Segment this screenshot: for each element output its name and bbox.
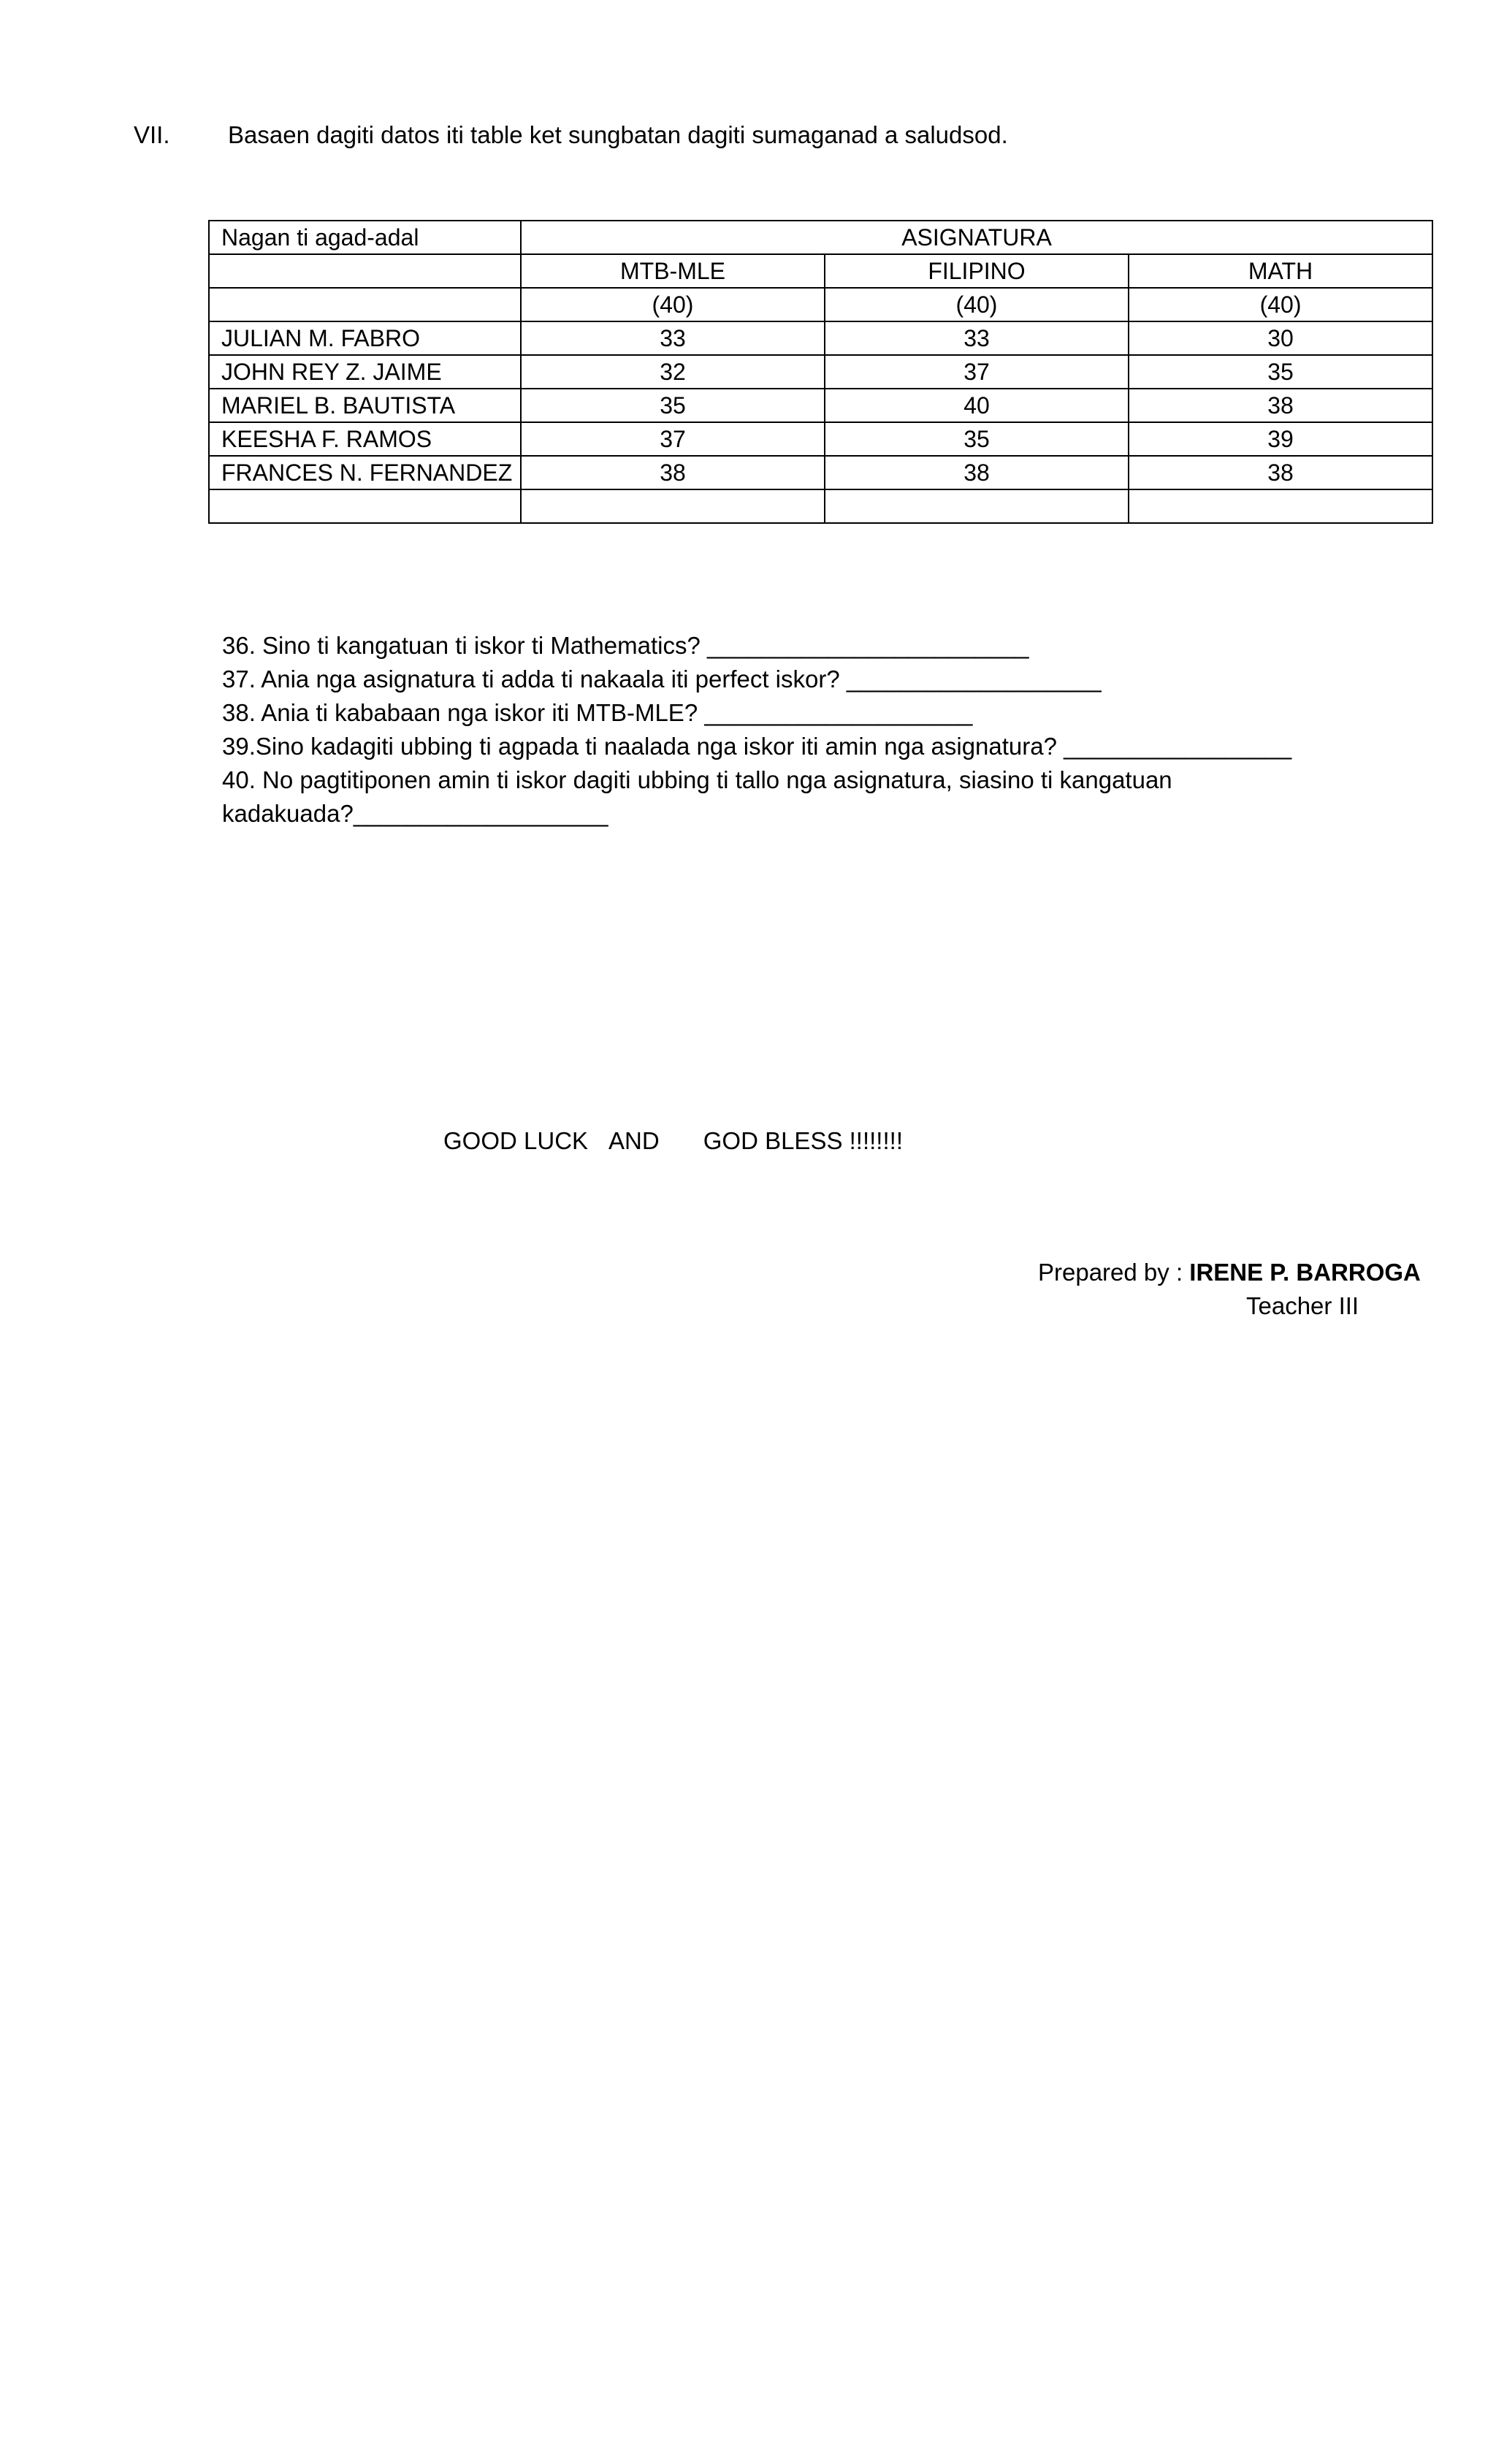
- empty-cell: [521, 489, 825, 523]
- question-39: 39.Sino kadagiti ubbing ti agpada ti naalada nga iskor iti amin nga asignatura? _________________: [222, 733, 1292, 760]
- score-cell: 33: [825, 321, 1129, 355]
- max-score-cell: (40): [825, 288, 1129, 321]
- score-cell: 32: [521, 355, 825, 389]
- table-header-row: [209, 221, 1432, 254]
- student-name: MARIEL B. BAUTISTA: [209, 389, 521, 422]
- question-37: 37. Ania nga asignatura ti adda ti nakaala iti perfect iskor? ___________________: [222, 665, 1102, 693]
- score-cell: 30: [1129, 321, 1432, 355]
- subject-header-mtb-mle: MTB-MLE: [521, 254, 825, 288]
- max-score-cell: (40): [521, 288, 825, 321]
- score-cell: 33: [521, 321, 825, 355]
- closing-and: AND: [608, 1127, 660, 1154]
- table-row: [209, 422, 1432, 456]
- score-cell: 38: [1129, 456, 1432, 489]
- question-40: 40. No pagtitiponen amin ti iskor dagiti ubbing ti tallo nga asignatura, siasino ti kangatuan: [222, 766, 1172, 793]
- empty-table-row: [209, 489, 1432, 523]
- table-row: [209, 355, 1432, 389]
- student-name: FRANCES N. FERNANDEZ: [209, 456, 521, 489]
- scores-table: [208, 220, 1433, 524]
- score-cell: 38: [521, 456, 825, 489]
- question-list: [222, 629, 1464, 831]
- empty-cell: [209, 489, 521, 523]
- max-score-cell: (40): [1129, 288, 1432, 321]
- section-number: VII.: [134, 121, 170, 148]
- student-name: JOHN REY Z. JAIME: [209, 355, 521, 389]
- score-cell: 35: [1129, 355, 1432, 389]
- closing-message: [443, 1127, 903, 1155]
- closing-god-bless: GOD BLESS !!!!!!!!: [703, 1127, 903, 1154]
- question-40-continuation: kadakuada?___________________: [222, 800, 608, 827]
- score-cell: 35: [825, 422, 1129, 456]
- score-cell: 39: [1129, 422, 1432, 456]
- score-cell: 37: [521, 422, 825, 456]
- prepared-by-label: Prepared by :: [1038, 1259, 1190, 1286]
- prepared-by-line: [1038, 1259, 1421, 1286]
- score-cell: 38: [1129, 389, 1432, 422]
- empty-cell: [209, 254, 521, 288]
- preparer-position: Teacher III: [1246, 1292, 1359, 1319]
- subject-header-filipino: FILIPINO: [825, 254, 1129, 288]
- table-row: [209, 456, 1432, 489]
- student-name: KEESHA F. RAMOS: [209, 422, 521, 456]
- empty-cell: [1129, 489, 1432, 523]
- section-instruction: Basaen dagiti datos iti table ket sungbatan dagiti sumaganad a saludsod.: [228, 121, 1008, 148]
- score-cell: 37: [825, 355, 1129, 389]
- score-cell: 38: [825, 456, 1129, 489]
- student-name: JULIAN M. FABRO: [209, 321, 521, 355]
- name-column-header: Nagan ti agad-adal: [209, 221, 521, 254]
- closing-good-luck: GOOD LUCK: [443, 1127, 589, 1154]
- score-cell: 35: [521, 389, 825, 422]
- question-38: 38. Ania ti kababaan nga iskor iti MTB-MLE? ____________________: [222, 699, 973, 726]
- question-36: 36. Sino ti kangatuan ti iskor ti Mathematics? ________________________: [222, 632, 1029, 659]
- subject-group-header: ASIGNATURA: [521, 221, 1432, 254]
- subject-header-math: MATH: [1129, 254, 1432, 288]
- table-row: [209, 321, 1432, 355]
- score-cell: 40: [825, 389, 1129, 422]
- max-score-row: [209, 288, 1432, 321]
- preparer-name: IRENE P. BARROGA: [1189, 1259, 1421, 1286]
- table-row: [209, 389, 1432, 422]
- subject-header-row: [209, 254, 1432, 288]
- empty-cell: [825, 489, 1129, 523]
- empty-cell: [209, 288, 521, 321]
